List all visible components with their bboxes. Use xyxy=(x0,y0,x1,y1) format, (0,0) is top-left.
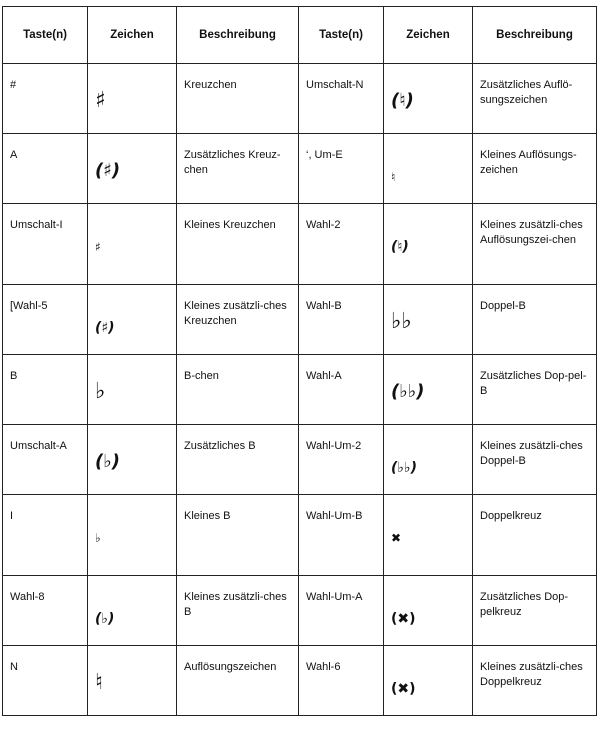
cautionary-sharp-icon: (♯) xyxy=(95,160,121,181)
symbol-cell xyxy=(88,495,177,576)
description-cell: Kleines zusätzli-ches Auflösungszei-chen xyxy=(473,204,597,285)
key-cell: Umschalt-I xyxy=(3,204,88,285)
small-cautionary-double-sharp-icon: (✖) xyxy=(391,681,416,697)
key-cell: Wahl-B xyxy=(299,285,384,355)
description-cell: Kleines zusätzli-ches Doppel-B xyxy=(473,425,597,495)
table-row xyxy=(3,134,597,204)
symbol-cell xyxy=(88,64,177,134)
sharp-icon: ♯ xyxy=(95,88,106,113)
symbol-cell xyxy=(88,355,177,425)
small-cautionary-sharp-icon: (♯) xyxy=(95,320,115,336)
symbol-cell xyxy=(384,495,473,576)
col-header-description-1: Beschreibung xyxy=(177,7,299,64)
double-flat-icon: ♭♭ xyxy=(391,309,412,334)
cautionary-double-sharp-icon: (✖) xyxy=(391,611,416,627)
table-row xyxy=(3,425,597,495)
cautionary-double-flat-icon: (♭♭) xyxy=(391,381,425,402)
cautionary-natural-icon: (♮) xyxy=(391,90,414,111)
description-cell: Zusätzliches Dop-pelkreuz xyxy=(473,576,597,646)
symbol-cell xyxy=(88,646,177,716)
col-header-description-2: Beschreibung xyxy=(473,7,597,64)
table-row xyxy=(3,495,597,576)
table-row xyxy=(3,64,597,134)
symbol-cell xyxy=(384,285,473,355)
symbol-cell xyxy=(88,204,177,285)
table-row xyxy=(3,576,597,646)
symbol-cell xyxy=(384,576,473,646)
key-cell: A xyxy=(3,134,88,204)
symbol-cell xyxy=(384,425,473,495)
description-cell: Kleines zusätzli-ches Kreuzchen xyxy=(177,285,299,355)
symbol-cell xyxy=(88,576,177,646)
table-row xyxy=(3,646,597,716)
small-natural-icon: ♮ xyxy=(391,170,396,184)
key-cell: Wahl-2 xyxy=(299,204,384,285)
key-cell: # xyxy=(3,64,88,134)
description-cell: Zusätzliches Dop-pel-B xyxy=(473,355,597,425)
col-header-key-2: Taste(n) xyxy=(299,7,384,64)
description-cell: Auflösungszeichen xyxy=(177,646,299,716)
key-cell: Umschalt-A xyxy=(3,425,88,495)
description-cell: Doppel-B xyxy=(473,285,597,355)
symbol-cell xyxy=(384,646,473,716)
small-sharp-icon: ♯ xyxy=(95,240,101,254)
col-header-key-1: Taste(n) xyxy=(3,7,88,64)
key-cell: ‘, Um-E xyxy=(299,134,384,204)
description-cell: Zusätzliches Kreuz-chen xyxy=(177,134,299,204)
key-cell: [Wahl-5 xyxy=(3,285,88,355)
description-cell: Kleines zusätzli-ches Doppelkreuz xyxy=(473,646,597,716)
key-cell: B xyxy=(3,355,88,425)
col-header-symbol-2: Zeichen xyxy=(384,7,473,64)
key-cell: Wahl-Um-A xyxy=(299,576,384,646)
key-cell: Wahl-6 xyxy=(299,646,384,716)
table-row xyxy=(3,204,597,285)
table-row xyxy=(3,285,597,355)
small-cautionary-double-flat-icon: (♭♭) xyxy=(391,460,418,476)
flat-icon: ♭ xyxy=(95,379,106,404)
description-cell: Kleines Kreuzchen xyxy=(177,204,299,285)
key-cell: Wahl-A xyxy=(299,355,384,425)
key-cell: Wahl-Um-B xyxy=(299,495,384,576)
description-cell: B-chen xyxy=(177,355,299,425)
key-symbol-table xyxy=(2,6,597,716)
description-cell: Zusätzliches Auflö-sungszeichen xyxy=(473,64,597,134)
key-cell: Wahl-Um-2 xyxy=(299,425,384,495)
col-header-symbol-1: Zeichen xyxy=(88,7,177,64)
description-cell: Kleines Auflösungs-zeichen xyxy=(473,134,597,204)
small-cautionary-natural-icon: (♮) xyxy=(391,239,409,255)
small-cautionary-flat-icon: (♭) xyxy=(95,611,115,627)
table-row xyxy=(3,355,597,425)
symbol-cell xyxy=(88,134,177,204)
cautionary-flat-icon: (♭) xyxy=(95,451,120,472)
description-cell: Zusätzliches B xyxy=(177,425,299,495)
key-cell: N xyxy=(3,646,88,716)
description-cell: Kreuzchen xyxy=(177,64,299,134)
symbol-cell xyxy=(88,285,177,355)
key-cell: I xyxy=(3,495,88,576)
symbol-cell xyxy=(384,355,473,425)
symbol-cell xyxy=(384,204,473,285)
key-cell: Umschalt-N xyxy=(299,64,384,134)
symbol-cell xyxy=(88,425,177,495)
natural-icon: ♮ xyxy=(95,670,103,695)
double-sharp-icon: ✖ xyxy=(391,531,402,545)
symbol-cell xyxy=(384,64,473,134)
table-header-row xyxy=(3,7,597,64)
small-flat-icon: ♭ xyxy=(95,531,101,545)
description-cell: Doppelkreuz xyxy=(473,495,597,576)
key-cell: Wahl-8 xyxy=(3,576,88,646)
description-cell: Kleines zusätzli-ches B xyxy=(177,576,299,646)
description-cell: Kleines B xyxy=(177,495,299,576)
symbol-cell xyxy=(384,134,473,204)
